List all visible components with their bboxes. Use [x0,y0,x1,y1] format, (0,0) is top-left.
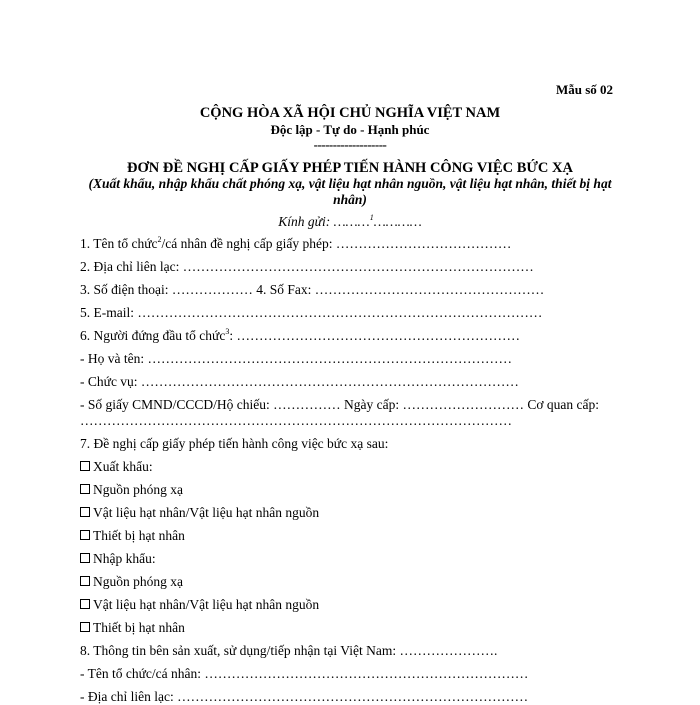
option-import-nuclear-equipment[interactable] [80,620,620,636]
form-subtitle: (Xuất khẩu, nhập khẩu chất phóng xạ, vật liệu hạt nhân nguồn, vật liệu hạt nhân, thiết bị hạt nhân) [88,176,612,207]
header-separator: ------------------- [313,137,387,152]
import-nuclear-equipment-checkbox[interactable] [80,622,90,632]
footnote-2: 2 [157,235,162,244]
export-nuclear-material-checkbox[interactable] [80,507,90,517]
form-title: ĐƠN ĐỀ NGHỊ CẤP GIẤY PHÉP TIẾN HÀNH CÔNG VIỆC BỨC XẠ [127,160,573,176]
option-label: Thiết bị hạt nhân [93,528,185,543]
import-nuclear-material-checkbox[interactable] [80,599,90,609]
field-email: 5. E-mail: ……………………………………………………………………………… [80,305,543,320]
import-radioactive-source-checkbox[interactable] [80,576,90,586]
field-address: 2. Địa chỉ liên lạc: …………………………………………………………………… [80,259,534,274]
field-org-name [80,236,620,252]
field-position: - Chức vụ: ………………………………………………………………………… [80,374,519,389]
party-address: - Địa chỉ liên lạc: …………………………………………………………………… [80,689,529,704]
party-info-heading: 8. Thông tin bên sản xuất, sử dụng/tiếp nhận tại Việt Nam: …………………. [80,643,498,658]
export-nuclear-equipment-checkbox[interactable] [80,530,90,540]
footnote-1: 1 [369,213,374,222]
option-export-radioactive-source[interactable] [80,482,620,498]
field-phone-fax: 3. Số điện thoại: ……………… 4. Số Fax: …………………………………………… [80,282,545,297]
org-name-label: 1. Tên tổ chức [80,236,158,251]
option-export-nuclear-equipment[interactable] [80,528,620,544]
head-label: 6. Người đứng đầu tổ chức [80,328,226,343]
recipient-dots: ………… [373,214,422,229]
import-label: Nhập khẩu: [93,551,156,566]
head-rest: : ……………………………………………………… [229,328,520,343]
form-number: Mẫu số 02 [556,82,614,97]
option-label: Vật liệu hạt nhân/Vật liệu hạt nhân nguồn [93,597,320,612]
export-radioactive-source-checkbox[interactable] [80,484,90,494]
footnote-3: 3 [225,327,230,336]
option-export-nuclear-material[interactable] [80,505,620,521]
party-org-name: - Tên tổ chức/cá nhân: ……………………………………………………………… [80,666,529,681]
field-id-number: - Số giấy CMND/CCCD/Hộ chiếu: …………… Ngày cấp: ……………………… Cơ quan cấp: [80,397,599,412]
option-label: Vật liệu hạt nhân/Vật liệu hạt nhân nguồn [93,505,320,520]
national-title: CỘNG HÒA XÃ HỘI CHỦ NGHĨA VIỆT NAM [199,105,501,121]
export-label: Xuất khẩu: [93,459,153,474]
option-label: Thiết bị hạt nhân [93,620,185,635]
org-name-rest: /cá nhân đề nghị cấp giấy phép: ………………………………… [161,236,512,251]
option-label: Nguồn phóng xạ [93,482,183,497]
export-checkbox[interactable] [80,461,90,471]
field-request: 7. Đề nghị cấp giấy phép tiến hành công việc bức xạ sau: [80,436,389,451]
option-label: Nguồn phóng xạ [93,574,183,589]
import-checkbox[interactable] [80,553,90,563]
recipient-text: Kính gửi: ……… [278,214,370,229]
option-import-radioactive-source[interactable] [80,574,620,590]
field-head-of-org [80,328,620,344]
national-motto: Độc lập - Tự do - Hạnh phúc [270,122,430,137]
field-id-continuation: …………………………………………………………………………………… [80,413,512,428]
option-import-nuclear-material[interactable] [80,597,620,613]
field-fullname: - Họ và tên: ……………………………………………………………………… [80,351,512,366]
option-import[interactable] [80,551,620,567]
recipient-line [0,214,700,230]
option-export[interactable] [80,459,620,475]
